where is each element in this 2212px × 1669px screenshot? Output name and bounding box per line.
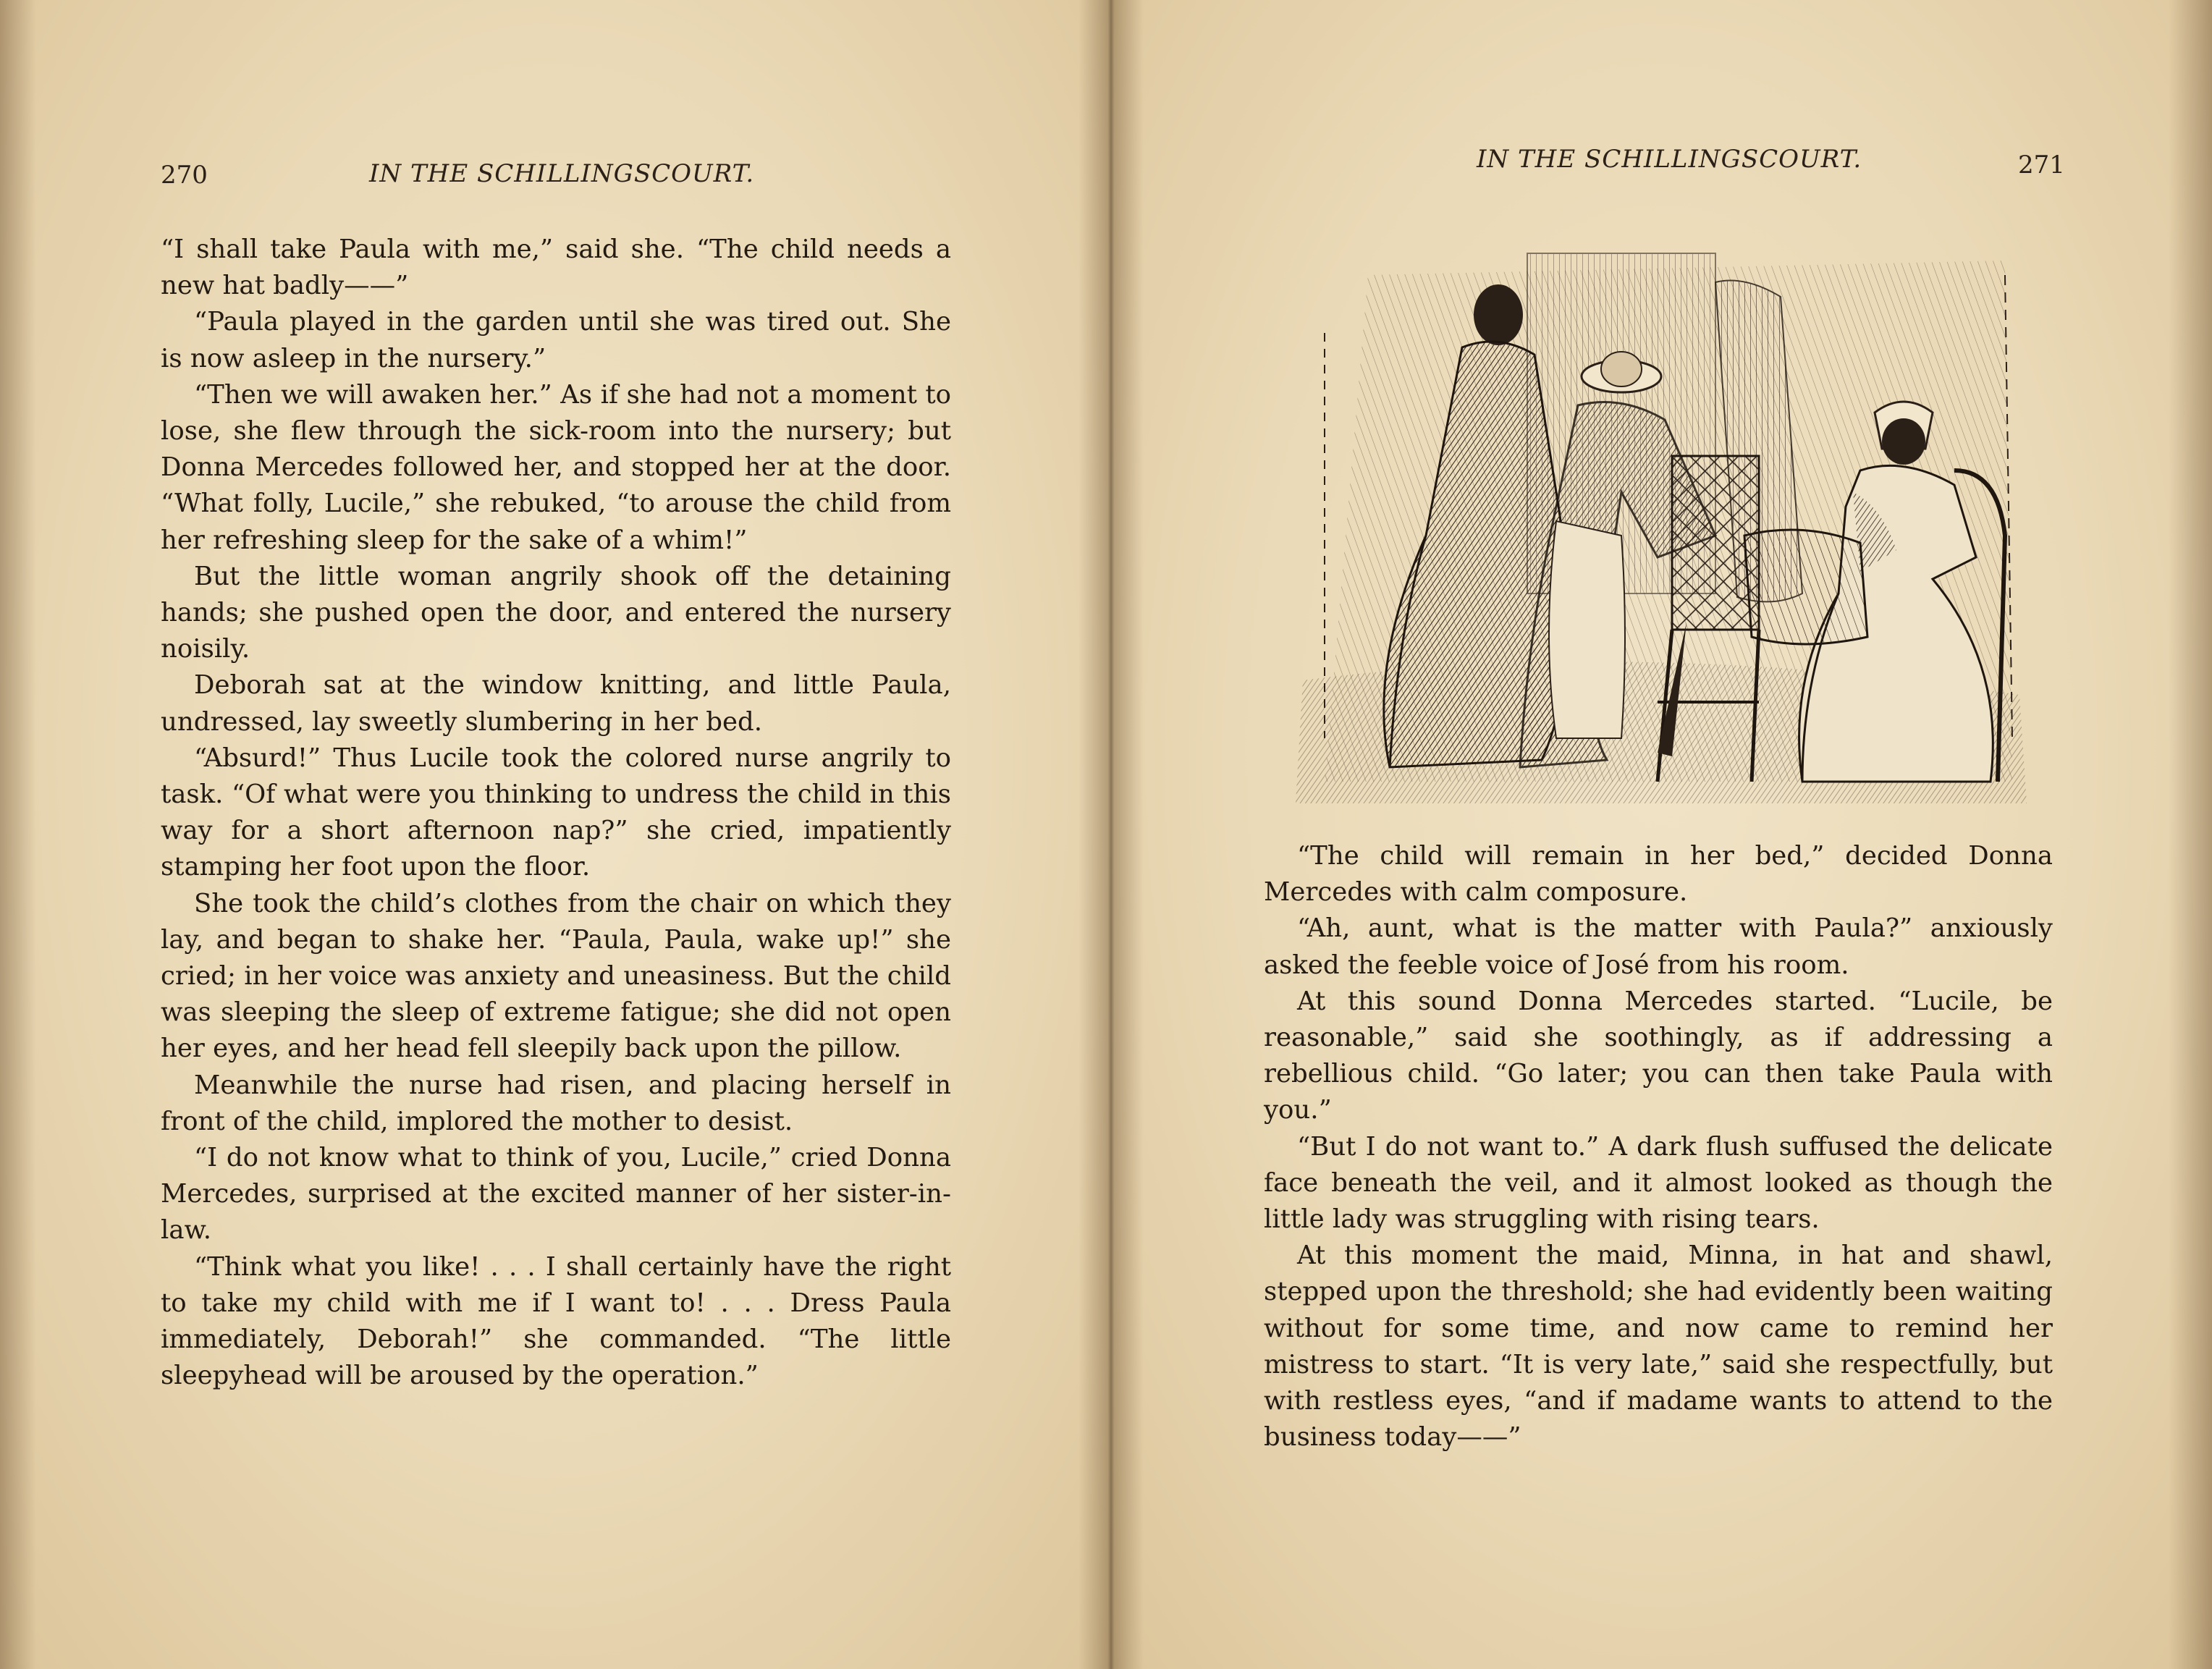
page-edge-shadow	[2169, 0, 2212, 1669]
paragraph: “I do not know what to think of you, Lucile,” cried Donna Mercedes, surprised at the excited manner of her sister-in-law.	[161, 1143, 951, 1246]
paragraph: “I shall take Paula with me,” said she. “The child needs a new hat badly——”	[161, 234, 951, 301]
paragraph: “The child will remain in her bed,” decided Donna Mercedes with calm composure.	[1264, 841, 2053, 908]
paragraph: “Think what you like! . . . I shall certainly have the right to take my child with me if I want to! . . . Dress Paula immediately, Deborah!” she commanded. “The little sleepyhead will be aroused by the operation.”	[161, 1251, 951, 1391]
running-head-title: IN THE SCHILLINGSCOURT.	[369, 159, 755, 188]
page-number: 270	[161, 161, 208, 190]
paragraph: “Paula played in the garden until she was tired out. She is now asleep in the nursery.”	[161, 307, 951, 373]
running-head-title: IN THE SCHILLINGSCOURT.	[1477, 145, 1862, 174]
paragraph: At this sound Donna Mercedes started. “Lucile, be reasonable,” said she soothingly, as if addressing a rebellious child. “Go later; you can then take Paula with you.”	[1264, 986, 2053, 1125]
paragraph: Deborah sat at the window knitting, and little Paula, undressed, lay sweetly slumbering in her bed.	[161, 670, 951, 737]
page-number: 271	[2018, 151, 2065, 179]
running-head	[1477, 145, 1862, 174]
body-text	[161, 232, 951, 1395]
paragraph: She took the child’s clothes from the chair on which they lay, and began to shake her. “Paula, Paula, wake up!” she cried; in her voice was anxiety and uneasiness. But the child was sleeping the sleep of extreme fatigue; she did not open her eyes, and her head fell sleepily back upon the pillow.	[161, 888, 951, 1064]
paragraph: But the little woman angrily shook off the detaining hands; she pushed open the door, and entered the nursery noisily.	[161, 561, 951, 664]
paragraph: Meanwhile the nurse had risen, and placing herself in front of the child, implored the mother to desist.	[161, 1070, 951, 1136]
page-edge-shadow	[0, 0, 36, 1669]
paragraph: “Absurd!” Thus Lucile took the colored nurse angrily to task. “Of what were you thinking to undress the child in this way for a short afternoon nap?” she cried, impatiently stamping her foot upon the floor.	[161, 743, 951, 882]
paragraph: At this moment the maid, Minna, in hat and shawl, stepped upon the threshold; she had evidently been waiting without for some time, and now came to remind her mistress to start. “It is very late,” said she respectfully, but with restless eyes, “and if madame wants to attend to the business today——”	[1264, 1241, 2053, 1453]
book-gutter	[1078, 0, 1144, 1669]
illustration-engraving	[1281, 232, 2048, 811]
paragraph: “But I do not want to.” A dark flush suffused the delicate face beneath the veil, and it almost looked as though the little lady was struggling with rising tears.	[1264, 1131, 2053, 1235]
body-text	[1264, 838, 2053, 1455]
running-head	[369, 159, 754, 188]
paragraph: “Then we will awaken her.” As if she had not a moment to lose, she flew through the sick-room into the nursery; but Donna Mercedes followed her, and stopped her at the door. “What folly, Lucile,” she rebuked, “to arouse the child from her refreshing sleep for the sake of a whim!”	[161, 379, 951, 555]
paragraph: “Ah, aunt, what is the matter with Paula?” anxiously asked the feeble voice of José from his room.	[1264, 913, 2053, 980]
